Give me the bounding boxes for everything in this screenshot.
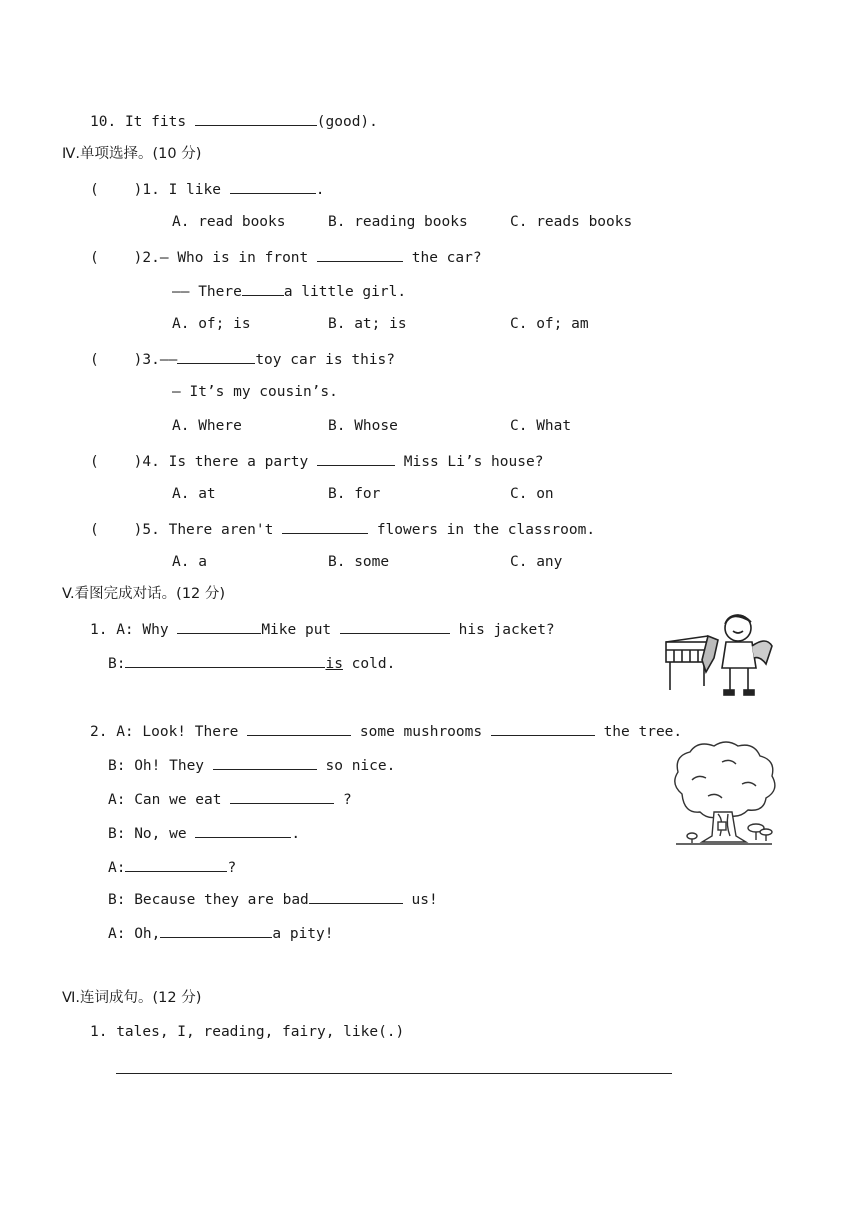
dialogue-2-line-2: B: Oh! They so nice. (108, 754, 395, 776)
question-4: ( )4. Is there a party Miss Li’s house? (90, 450, 543, 472)
question-5: ( )5. There aren't flowers in the classroom. (90, 518, 595, 540)
answer-blank[interactable] (125, 652, 325, 668)
answer-blank[interactable] (195, 822, 291, 838)
answer-blank[interactable] (125, 856, 227, 872)
answer-blank[interactable] (213, 754, 317, 770)
answer-blank[interactable] (340, 618, 450, 634)
answer-blank[interactable] (230, 178, 316, 194)
option-a[interactable]: A. of; is (172, 316, 251, 332)
option-b[interactable]: B. for (328, 486, 381, 502)
question-2: ( )2.— Who is in front the car? (90, 246, 482, 268)
answer-line[interactable] (116, 1073, 672, 1074)
option-b[interactable]: B. at; is (328, 316, 407, 332)
question-2-line-2: —— There a little girl. (172, 280, 406, 302)
answer-blank[interactable] (177, 618, 261, 634)
option-c[interactable]: C. on (510, 486, 554, 502)
answer-blank[interactable] (247, 720, 351, 736)
answer-blank[interactable] (242, 280, 284, 296)
dialogue-1-line-2: B: is cold. (108, 652, 395, 674)
answer-blank[interactable] (230, 788, 334, 804)
option-a[interactable]: A. Where (172, 418, 242, 434)
option-a[interactable]: A. a (172, 554, 207, 570)
option-c[interactable]: C. reads books (510, 214, 633, 230)
option-b[interactable]: B. Whose (328, 418, 398, 434)
answer-blank[interactable] (309, 888, 403, 904)
option-b[interactable]: B. some (328, 554, 390, 570)
option-c[interactable]: C. any (510, 554, 563, 570)
answer-blank[interactable] (177, 348, 255, 364)
answer-blank[interactable] (491, 720, 595, 736)
option-b[interactable]: B. reading books (328, 214, 468, 230)
question-3: ( )3.—— toy car is this? (90, 348, 395, 370)
tree-with-mushrooms-icon (668, 740, 780, 848)
answer-blank[interactable] (160, 922, 272, 938)
answer-blank[interactable] (282, 518, 368, 534)
dialogue-2-line-4: B: No, we . (108, 822, 300, 844)
dialogue-2-line-1: 2. A: Look! There some mushrooms the tree. (90, 720, 682, 742)
dialogue-1-line-1: 1. A: Why Mike put his jacket? (90, 618, 555, 640)
dialogue-2-line-7: A: Oh, a pity! (108, 922, 334, 944)
option-c[interactable]: C. of; am (510, 316, 589, 332)
dialogue-2-line-3: A: Can we eat ? (108, 788, 352, 810)
section-4-title: Ⅳ.单项选择。(10 分) (62, 146, 202, 162)
question-1: ( )1. I like . (90, 178, 324, 200)
option-a[interactable]: A. read books (172, 214, 286, 230)
option-a[interactable]: A. at (172, 486, 216, 502)
question-3-line-2: — It’s my cousin’s. (172, 384, 338, 400)
answer-blank[interactable] (317, 246, 403, 262)
boy-with-jacket-icon (662, 606, 780, 698)
section-5-title: V.看图完成对话。(12 分) (62, 586, 226, 602)
answer-blank[interactable] (317, 450, 395, 466)
section-6-title: Ⅵ.连词成句。(12 分) (62, 990, 202, 1006)
item-10: 10. It fits (good). (90, 110, 378, 132)
option-c[interactable]: C. What (510, 418, 572, 434)
dialogue-2-line-6: B: Because they are bad us! (108, 888, 438, 910)
dialogue-2-line-5: A: ? (108, 856, 236, 878)
answer-blank[interactable] (195, 110, 317, 126)
sentence-1: 1. tales, I, reading, fairy, like(.) (90, 1024, 405, 1040)
